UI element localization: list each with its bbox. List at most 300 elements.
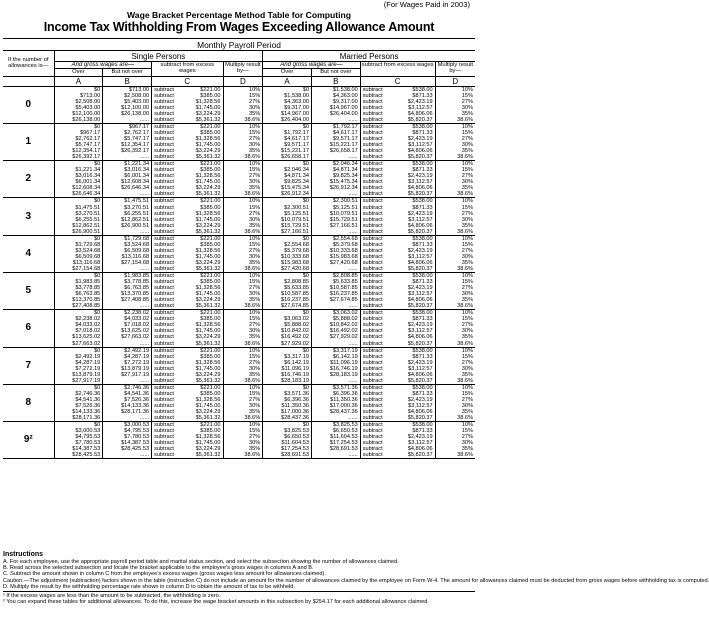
cell-value: $15,729.51 (329, 216, 358, 223)
cell-value: 10% (461, 384, 473, 391)
single-subtract-col (152, 123, 223, 160)
cell-value: $11,350.36 (281, 403, 309, 409)
cell-value: 27% (461, 135, 473, 142)
single-multiply-col (223, 347, 263, 384)
cell-value: $3,224.29 (195, 259, 221, 266)
subtract-word: subtract (154, 452, 174, 459)
cell-value: 27% (249, 396, 261, 403)
cell-value: $0 (94, 161, 101, 168)
cell-value: $5,361.32 (195, 377, 221, 384)
cell-value: $0 (94, 123, 101, 130)
cell-value: $4,806.06 (407, 148, 433, 155)
subtract-word: subtract (154, 228, 174, 235)
subtract-word: subtract (362, 322, 383, 329)
cell-value: 15% (461, 279, 473, 286)
single-but-not-over-col (103, 198, 152, 235)
cell-value: $3,825.53 (284, 428, 309, 435)
married-over-col (263, 347, 312, 384)
allowance-count: 6 (3, 310, 54, 347)
subtract-word: subtract (154, 297, 174, 304)
cell-value: 30% (249, 365, 261, 372)
subtract-word: subtract (154, 377, 174, 384)
married-subtract-col (360, 347, 435, 384)
single-over-col (54, 347, 103, 384)
cell-value: $1,729.68 (124, 235, 150, 242)
cell-value: $27,166.51 (329, 222, 358, 229)
allowance-count: 1 (3, 123, 54, 160)
cell-value: $16,492.02 (329, 328, 358, 335)
cell-value: 35% (249, 446, 261, 453)
cell-value: 30% (461, 179, 473, 186)
subtract-word: subtract (362, 377, 383, 384)
subtract-word: subtract (154, 365, 174, 372)
cell-value: $1,792.17 (332, 123, 358, 130)
cell-value: $538.00 (412, 384, 433, 391)
cell-value: 35% (461, 446, 473, 453)
cell-value: $3,524.68 (75, 247, 101, 254)
cell-value: $14,133.36 (72, 409, 101, 416)
cell-value: $27,154.68 (72, 265, 101, 272)
cell-value: $16,237.85 (280, 297, 309, 304)
table-supertitle: Wage Bracket Percentage Method Table for Computing (127, 10, 351, 20)
cell-value: ...... (139, 191, 150, 198)
cell-value: $538.00 (412, 422, 433, 429)
single-subtract-col (152, 161, 223, 198)
cell-value: $2,492.19 (124, 347, 150, 354)
cell-value: $7,780.53 (124, 434, 150, 441)
cell-value: $871.33 (412, 129, 433, 136)
cell-value: $2,423.19 (407, 135, 433, 142)
cell-value: $26,138.00 (72, 116, 101, 123)
cell-value: $3,016.34 (124, 167, 150, 174)
cell-value: $5,888.02 (284, 322, 309, 329)
subtract-word: subtract (362, 116, 383, 123)
cell-value: $1,745.00 (195, 104, 221, 111)
single-multiply-col (223, 235, 263, 272)
cell-value: $0 (302, 235, 309, 242)
single-multiply-col (223, 198, 263, 235)
single-but-not-over-col (103, 422, 152, 459)
cell-value: $26,392.17 (121, 148, 150, 155)
cell-value: 35% (461, 297, 473, 304)
cell-value: $385.00 (200, 316, 221, 323)
cell-value: $27,420.68 (280, 265, 309, 272)
cell-value: $28,183.19 (280, 377, 309, 384)
cell-value: $2,423.19 (407, 396, 433, 403)
cell-value: 10% (249, 123, 261, 130)
cell-value: $967.17 (128, 123, 150, 130)
cell-value: 38.6% (244, 154, 261, 161)
cell-value: 35% (461, 259, 473, 266)
cell-value: $11,604.53 (281, 440, 309, 447)
subtract-word: subtract (154, 216, 174, 223)
cell-value: $3,000.53 (75, 428, 101, 435)
cell-value: $2,046.34 (284, 167, 309, 174)
subtract-word: subtract (362, 415, 383, 422)
cell-value: $5,379.68 (284, 247, 309, 254)
cell-value: $16,237.85 (329, 291, 358, 298)
subtract-word: subtract (154, 440, 174, 447)
cell-value: $15,221.17 (329, 142, 358, 149)
cell-value: $12,608.34 (72, 185, 101, 192)
cell-value: $221.00 (200, 422, 221, 429)
single-subtract-col (152, 235, 223, 272)
cell-value: $5,361.32 (195, 452, 221, 459)
subtract-word: subtract (154, 415, 174, 422)
cell-value: 27% (461, 285, 473, 292)
cell-value: $6,396.36 (332, 390, 358, 397)
cell-value: 10% (461, 310, 473, 317)
col-letter-d: D (435, 76, 475, 86)
cell-value: 15% (249, 353, 261, 360)
subtract-word: subtract (362, 316, 383, 323)
cell-value: 30% (461, 440, 473, 447)
subtract-word: subtract (362, 235, 383, 242)
cell-value: ...... (348, 154, 358, 161)
subtract-word: subtract (154, 273, 174, 280)
cell-value: $28,171.36 (121, 409, 150, 416)
cell-value: 15% (249, 241, 261, 248)
cell-value: $10,333.68 (329, 247, 358, 254)
cell-value: $10,842.02 (280, 328, 309, 335)
cell-value: ...... (139, 377, 150, 384)
married-but-not-over-col (311, 198, 360, 235)
cell-value: $27,408.85 (121, 297, 150, 304)
cell-value: 35% (249, 222, 261, 229)
subtract-word: subtract (362, 104, 383, 111)
married-but-not-over-col (311, 123, 360, 160)
cell-value: 27% (249, 322, 261, 329)
cell-value: 30% (249, 142, 261, 149)
married-subtract-col (360, 422, 435, 459)
subtract-word: subtract (154, 154, 174, 161)
single-subtract-header: subtract from excess wages (152, 62, 223, 77)
married-subtract-col (360, 310, 435, 347)
married-subtract-header: subtract from excess wages (360, 62, 435, 77)
cell-value: 38.6% (457, 154, 473, 161)
single-multiply-col (223, 384, 263, 421)
cell-value: $2,423.19 (407, 359, 433, 366)
single-persons-header: Single Persons (54, 51, 263, 62)
cell-value: $871.33 (412, 204, 433, 211)
cell-value: 15% (249, 92, 261, 99)
subtract-word: subtract (154, 446, 174, 453)
cell-value: $4,287.19 (75, 359, 101, 366)
single-but-not-over-col (103, 273, 152, 310)
cell-value: $6,001.34 (75, 179, 101, 186)
cell-value: 15% (249, 428, 261, 435)
cell-value: $221.00 (200, 235, 221, 242)
single-subtract-col (152, 384, 223, 421)
married-over-col (263, 235, 312, 272)
cell-value: $538.00 (412, 310, 433, 317)
cell-value: $26,912.34 (329, 185, 358, 192)
allowance-band (3, 347, 475, 384)
married-multiply-col (435, 235, 475, 272)
cell-value: $1,475.51 (124, 198, 150, 205)
cell-value: 15% (461, 204, 473, 211)
allowance-band (3, 310, 475, 347)
cell-value: $16,746.19 (329, 365, 358, 372)
cell-value: ...... (348, 191, 358, 198)
subtract-word: subtract (362, 161, 383, 168)
cell-value: 27% (461, 247, 473, 254)
single-but-not-over-col (103, 123, 152, 160)
cell-value: $17,254.53 (280, 446, 309, 453)
cell-value: $538.00 (412, 123, 433, 130)
subtract-word: subtract (154, 135, 174, 142)
cell-value: $4,033.02 (75, 322, 101, 329)
cell-value: 30% (461, 365, 473, 372)
single-but-not-over-col (103, 86, 152, 123)
allowance-count: 3 (3, 198, 54, 235)
subtract-word: subtract (362, 403, 383, 409)
cell-value: $6,255.51 (75, 216, 101, 223)
married-subtract-col (360, 384, 435, 421)
cell-value: $1,328.56 (195, 210, 221, 217)
subtract-word: subtract (362, 148, 383, 155)
cell-value: 30% (249, 403, 261, 409)
cell-value: $26,646.34 (121, 185, 150, 192)
subtract-word: subtract (362, 191, 383, 198)
cell-value: $3,270.51 (124, 204, 150, 211)
cell-value: 27% (249, 359, 261, 366)
subtract-word: subtract (154, 316, 174, 323)
allowances-header: If the number of allowances is— (7, 57, 49, 70)
cell-value: $4,541.36 (75, 396, 101, 403)
cell-value: $0 (94, 310, 101, 317)
cell-value: $2,423.19 (407, 322, 433, 329)
single-over-col (54, 310, 103, 347)
cell-value: $13,625.02 (72, 334, 101, 341)
cell-value: ...... (139, 154, 150, 161)
subtract-word: subtract (154, 86, 174, 93)
subtract-word: subtract (362, 359, 383, 366)
cell-value: $2,808.85 (332, 273, 358, 280)
subtract-word: subtract (154, 334, 174, 341)
allowance-count: 8 (3, 384, 54, 421)
cell-value: $967.17 (80, 129, 101, 136)
cell-value: 35% (249, 148, 261, 155)
cell-value: 10% (461, 422, 473, 429)
single-subtract-col (152, 347, 223, 384)
cell-value: 15% (461, 241, 473, 248)
subtract-word: subtract (154, 353, 174, 360)
married-over-col (263, 384, 312, 421)
married-multiply-col (435, 310, 475, 347)
cell-value: $13,370.85 (72, 297, 101, 304)
cell-value: $2,300.51 (332, 198, 358, 205)
cell-value: 38.6% (244, 265, 261, 272)
cell-value: 15% (249, 204, 261, 211)
cell-value: 10% (461, 347, 473, 354)
subtract-word: subtract (362, 279, 383, 286)
cell-value: $9,317.00 (332, 98, 358, 105)
cell-value: $12,862.51 (121, 216, 150, 223)
cell-value: $27,917.19 (121, 371, 150, 378)
cell-value: $14,387.53 (121, 440, 150, 447)
cell-value: $871.33 (412, 353, 433, 360)
allowance-band (3, 422, 475, 459)
cell-value: 38.6% (244, 340, 261, 347)
cell-value: $17,000.36 (280, 409, 309, 416)
subtract-word: subtract (154, 191, 174, 198)
subtract-word: subtract (362, 179, 383, 186)
cell-value: $5,888.02 (332, 316, 358, 323)
cell-value: $3,112.57 (408, 216, 433, 223)
single-but-not-over-col (103, 384, 152, 421)
cell-value: $221.00 (200, 123, 221, 130)
cell-value: 27% (249, 173, 261, 180)
cell-value: $27,420.68 (329, 259, 358, 266)
subtract-word: subtract (154, 179, 174, 186)
allowance-count: 5 (3, 273, 54, 310)
subtract-word: subtract (154, 422, 174, 429)
cell-value: $0 (302, 198, 309, 205)
married-subtract-col (360, 86, 435, 123)
married-multiply-col (435, 161, 475, 198)
cell-value: $14,387.53 (72, 446, 101, 453)
subtract-word: subtract (154, 104, 174, 111)
cell-value: $3,778.85 (124, 279, 150, 286)
cell-value: $5,403.00 (75, 104, 101, 111)
cell-value: $3,825.53 (332, 422, 358, 429)
cell-value: $1,538.00 (284, 92, 309, 99)
cell-value: $4,806.06 (407, 446, 433, 453)
single-subtract-col (152, 273, 223, 310)
married-but-not-over-col (311, 235, 360, 272)
cell-value: $1,729.68 (75, 241, 101, 248)
cell-value: 10% (461, 161, 473, 168)
cell-value: 35% (461, 222, 473, 229)
cell-value: $2,746.36 (124, 384, 150, 391)
cell-value: $1,328.56 (195, 434, 221, 441)
married-multiply-col (435, 384, 475, 421)
cell-value: 35% (461, 148, 473, 155)
cell-value: 30% (249, 179, 261, 186)
subtract-word: subtract (362, 371, 383, 378)
cell-value: $4,363.00 (284, 98, 309, 105)
cell-value: $4,806.06 (407, 371, 433, 378)
cell-value: 35% (249, 185, 261, 192)
single-multiply-col (223, 86, 263, 123)
cell-value: $12,354.17 (72, 148, 101, 155)
cell-value: $28,183.19 (329, 371, 358, 378)
single-multiply-col (223, 273, 263, 310)
cell-value: $4,806.06 (407, 185, 433, 192)
cell-value: ...... (139, 228, 150, 235)
cell-value: $6,255.51 (124, 210, 150, 217)
cell-value: $26,912.34 (280, 191, 309, 198)
cell-value: $5,633.85 (284, 285, 309, 292)
cell-value: $1,538.00 (332, 86, 358, 93)
cell-value: 38.6% (457, 340, 473, 347)
cell-value: 30% (461, 142, 473, 149)
cell-value: 15% (461, 316, 473, 323)
cell-value: 15% (249, 279, 261, 286)
subtract-word: subtract (154, 279, 174, 286)
cell-value: $6,142.19 (332, 353, 358, 360)
col-letter-b: B (311, 76, 360, 86)
cell-value: $3,778.85 (75, 285, 101, 292)
cell-value: $7,780.53 (75, 440, 101, 447)
cell-value: 15% (249, 390, 261, 397)
subtract-word: subtract (362, 340, 383, 347)
cell-value: $1,328.56 (195, 173, 221, 180)
cell-value: $9,317.00 (284, 104, 309, 111)
cell-value: $385.00 (200, 353, 221, 360)
single-over-col (54, 161, 103, 198)
cell-value: $1,745.00 (195, 440, 221, 447)
cell-value: ...... (348, 303, 358, 310)
married-multiply-col (435, 273, 475, 310)
subtract-word: subtract (362, 204, 383, 211)
subtract-word: subtract (362, 259, 383, 266)
cell-value: $3,112.57 (408, 104, 433, 111)
subtract-word: subtract (362, 297, 383, 304)
cell-value: $2,423.19 (407, 210, 433, 217)
cell-value: $9,825.34 (284, 179, 309, 186)
cell-value: $5,361.32 (195, 228, 221, 235)
single-but-not-over-col (103, 347, 152, 384)
cell-value: $7,526.36 (124, 396, 150, 403)
cell-value: $5,361.32 (195, 265, 221, 272)
subtract-word: subtract (154, 92, 174, 99)
subtract-word: subtract (154, 347, 174, 354)
cell-value: 30% (249, 253, 261, 260)
cell-value: $4,617.17 (284, 135, 309, 142)
cell-value: $16,492.02 (280, 334, 309, 341)
cell-value: $538.00 (412, 347, 433, 354)
subtract-word: subtract (362, 247, 383, 254)
cell-value: $5,361.32 (195, 154, 221, 161)
cell-value: 35% (461, 185, 473, 192)
married-subtract-col (360, 161, 435, 198)
cell-value: 10% (461, 235, 473, 242)
single-over-header: Over (54, 69, 103, 76)
cell-value: $2,508.00 (124, 92, 150, 99)
cell-value: 15% (461, 92, 473, 99)
cell-value: $11,096.19 (330, 359, 358, 366)
cell-value: $4,806.06 (407, 297, 433, 304)
cell-value: $4,871.34 (284, 173, 309, 180)
married-over-col (263, 198, 312, 235)
subtract-word: subtract (154, 291, 174, 298)
cell-value: 10% (249, 86, 261, 93)
married-over-col (263, 161, 312, 198)
cell-value: $4,617.17 (332, 129, 358, 136)
allowance-band (3, 384, 475, 421)
cell-value: $10,842.02 (329, 322, 358, 329)
cell-value: $1,475.51 (75, 204, 101, 211)
cell-value: 30% (461, 216, 473, 223)
payroll-period-title: Monthly Payroll Period (3, 39, 475, 51)
cell-value: $0 (94, 422, 101, 429)
cell-value: $13,370.85 (121, 291, 150, 298)
cell-value: 15% (461, 390, 473, 397)
single-over-col (54, 273, 103, 310)
cell-value: 35% (461, 409, 473, 416)
allowance-count: 9² (3, 422, 54, 459)
cell-value: $9,571.17 (284, 142, 309, 149)
cell-value: 35% (249, 259, 261, 266)
subtract-word: subtract (362, 142, 383, 149)
married-but-not-over-header: But not over (311, 69, 360, 76)
subtract-word: subtract (154, 110, 174, 117)
cell-value: $6,396.36 (284, 396, 309, 403)
cell-value: 30% (461, 104, 473, 111)
cell-value: $2,046.34 (332, 161, 358, 168)
